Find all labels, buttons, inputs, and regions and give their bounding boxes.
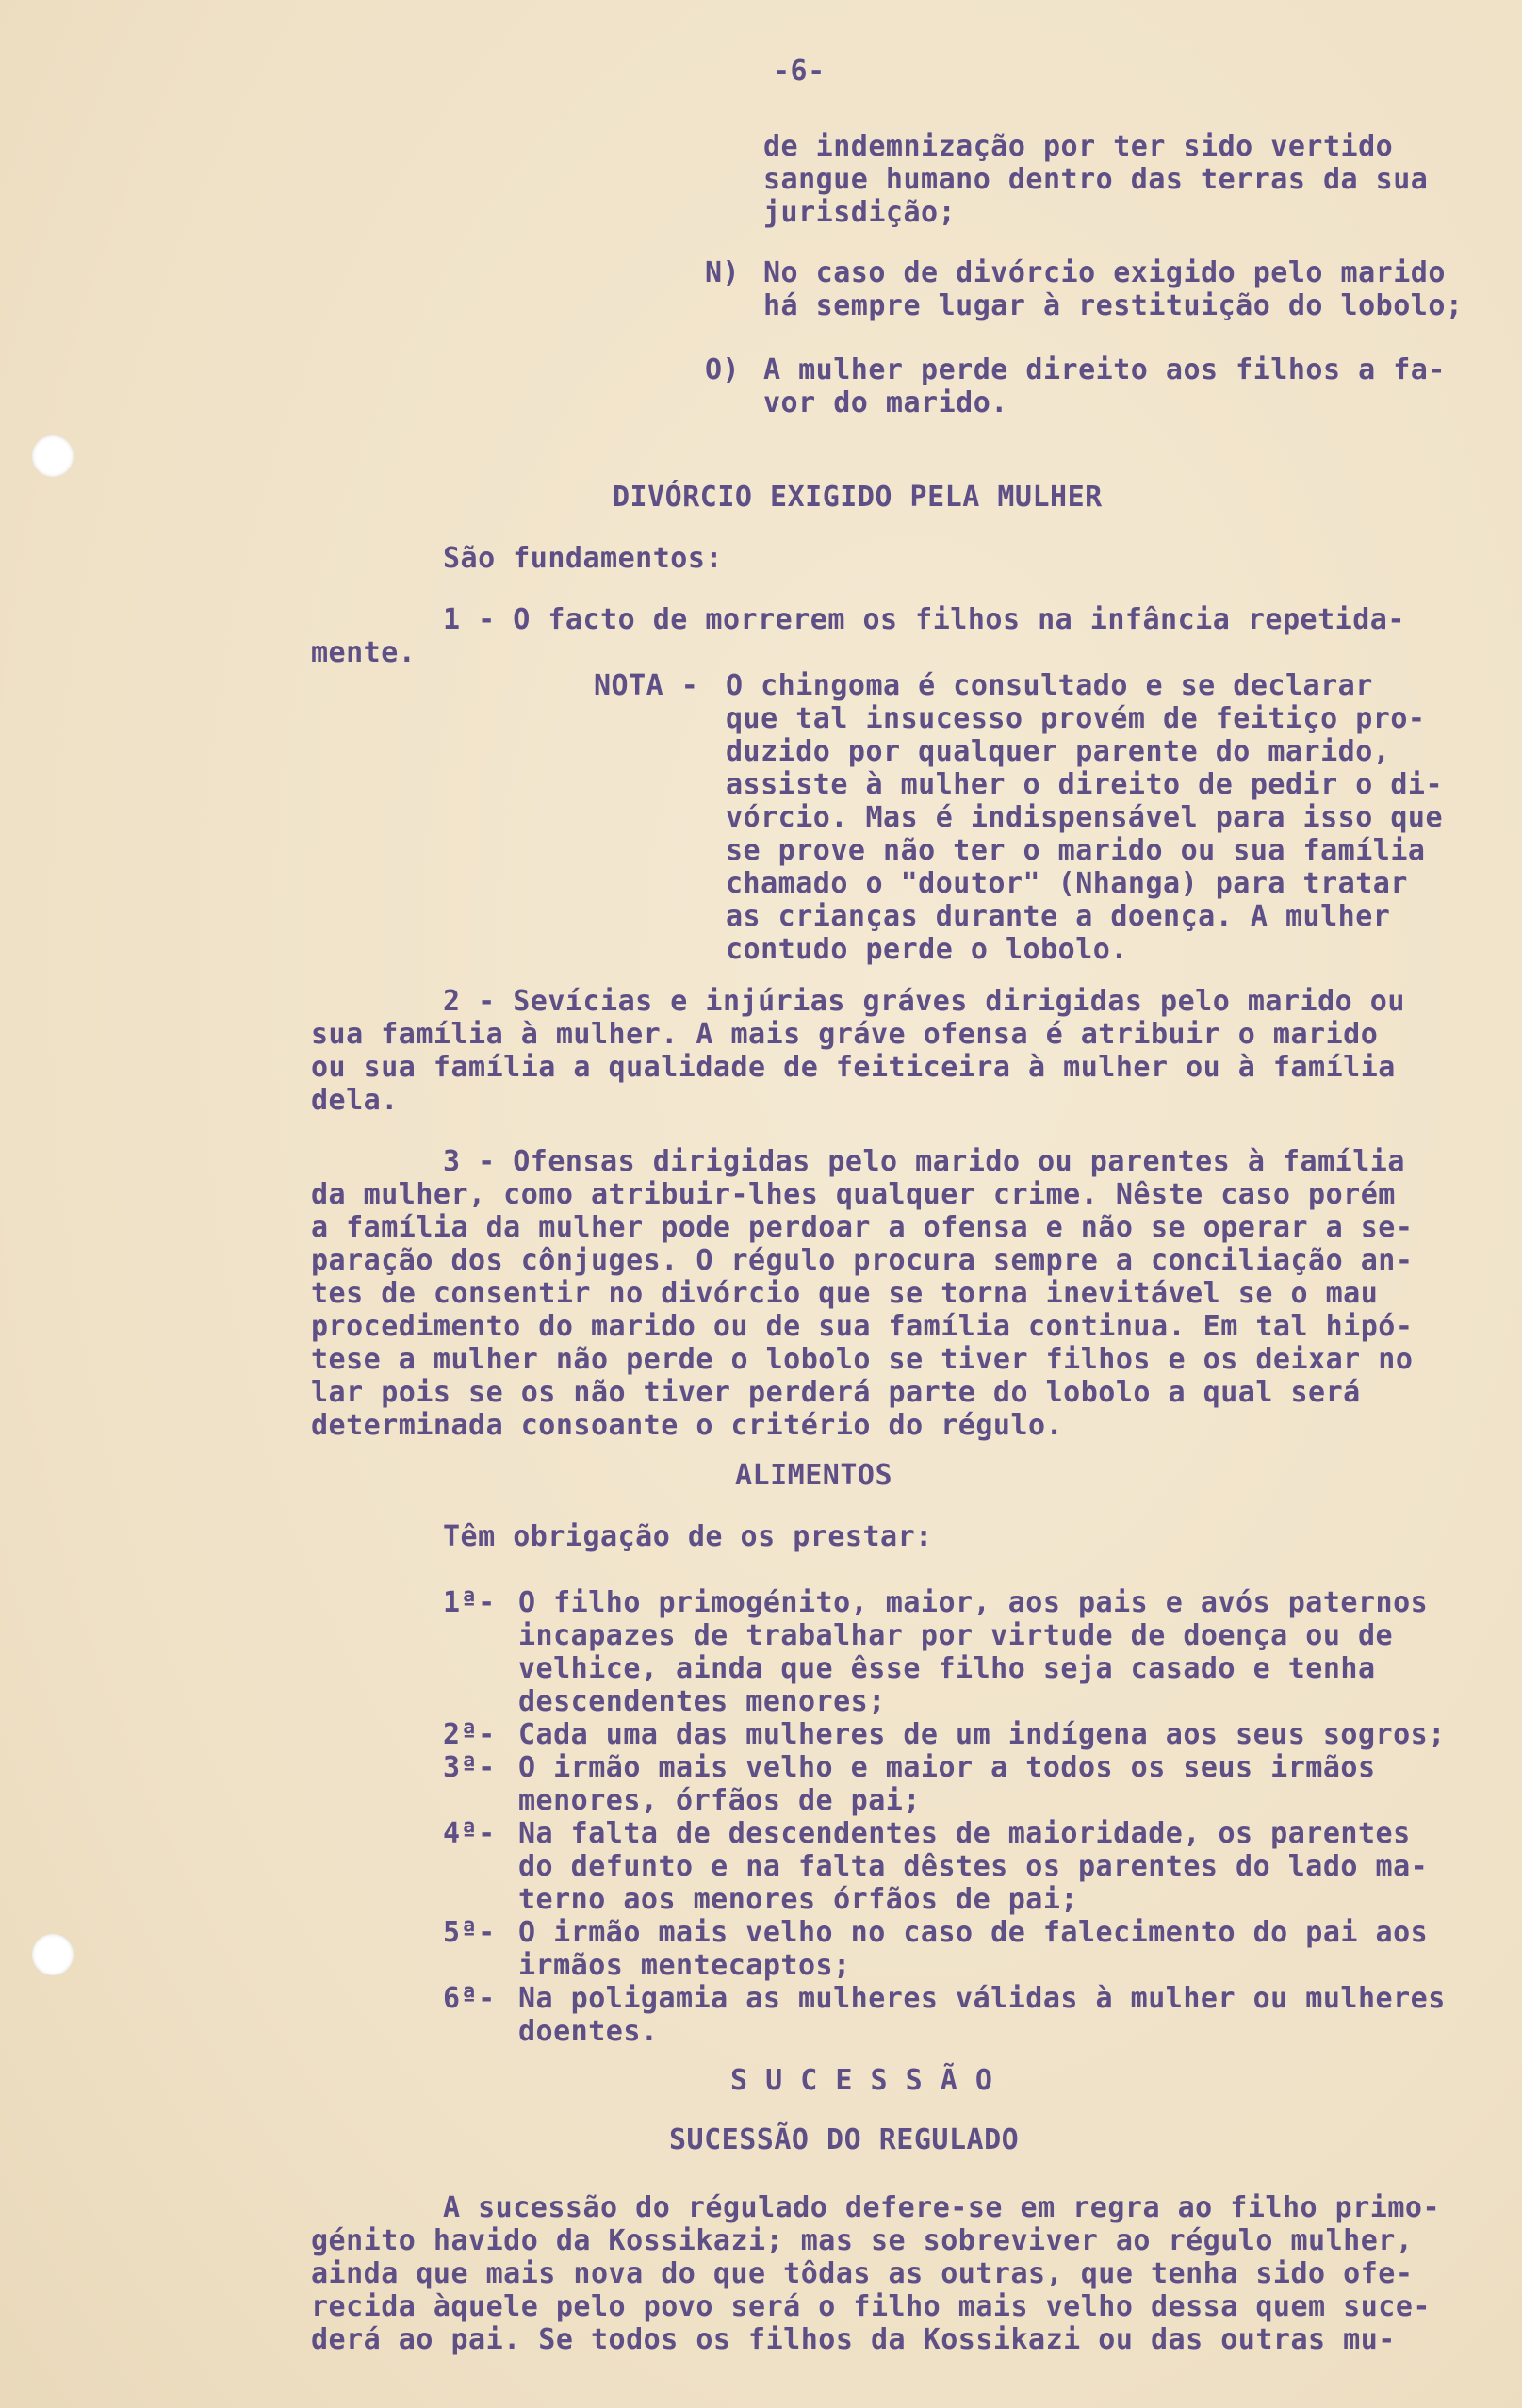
text-line: A sucessão do régulado defere-se em regra ao filho primo- xyxy=(443,2191,1441,2224)
text-line: No caso de divórcio exigido pelo marido xyxy=(763,256,1446,289)
text-line: A mulher perde direito aos filhos a fa- xyxy=(763,353,1446,386)
heading-regulado: SUCESSÃO DO REGULADO xyxy=(669,2123,1020,2156)
text-line: incapazes de trabalhar por virtude de doença ou de xyxy=(518,1619,1394,1652)
text-line: São fundamentos: xyxy=(443,542,723,575)
text-line: que tal insucesso provém de feitiço pro- xyxy=(726,702,1426,735)
text-line: lar pois se os não tiver perderá parte do lobolo a qual será xyxy=(311,1376,1361,1409)
text-line: jurisdição; xyxy=(763,196,957,229)
item-number: 4ª- xyxy=(443,1817,496,1850)
text-line: a família da mulher pode perdoar a ofensa e não se operar a se- xyxy=(311,1211,1414,1244)
item-number: 5ª- xyxy=(443,1916,496,1949)
text-line: paração dos cônjuges. O régulo procura sempre a conciliação an- xyxy=(311,1244,1414,1277)
heading-sucessao: S U C E S S Ã O xyxy=(730,2064,993,2097)
text-line: vor do marido. xyxy=(763,386,1008,419)
text-line: chamado o "doutor" (Nhanga) para tratar xyxy=(726,867,1408,900)
text-line: Na poligamia as mulheres válidas à mulher ou mulheres xyxy=(518,1982,1446,2015)
text-line: descendentes menores; xyxy=(518,1685,886,1718)
text-line: se prove não ter o marido ou sua família xyxy=(726,834,1426,867)
item-number: 1ª- xyxy=(443,1586,496,1619)
text-line: dela. xyxy=(311,1084,399,1117)
text-line: Na falta de descendentes de maioridade, os parentes xyxy=(518,1817,1411,1850)
text-line: tese a mulher não perde o lobolo se tiver filhos e os deixar no xyxy=(311,1343,1414,1376)
page-number: -6- xyxy=(773,55,826,88)
text-line: Cada uma das mulheres de um indígena aos seus sogros; xyxy=(518,1718,1446,1751)
text-line: recida àquele pelo povo será o filho mais velho dessa quem suce- xyxy=(311,2290,1431,2323)
text-line: velhice, ainda que êsse filho seja casado e tenha xyxy=(518,1652,1376,1685)
nota-label: NOTA - xyxy=(594,669,699,702)
text-line: O filho primogénito, maior, aos pais e avós paternos xyxy=(518,1586,1429,1619)
punch-hole-top xyxy=(32,435,74,477)
text-line: duzido por qualquer parente do marido, xyxy=(726,735,1391,768)
text-line: menores, órfãos de pai; xyxy=(518,1784,921,1817)
text-line: tes de consentir no divórcio que se torna inevitável se o mau xyxy=(311,1277,1379,1310)
item-marker-o: O) xyxy=(705,353,741,386)
text-line: terno aos menores órfãos de pai; xyxy=(518,1883,1078,1916)
text-line: mente. xyxy=(311,636,417,669)
text-line: de indemnização por ter sido vertido xyxy=(763,130,1394,163)
heading-divorcio: DIVÓRCIO EXIGIDO PELA MULHER xyxy=(613,481,1103,514)
text-line: assiste à mulher o direito de pedir o di- xyxy=(726,768,1444,801)
text-line: O chingoma é consultado e se declarar xyxy=(726,669,1373,702)
text-line: procedimento do marido ou de sua família continua. Em tal hipó- xyxy=(311,1310,1414,1343)
item-number: 2ª- xyxy=(443,1718,496,1751)
text-line: irmãos mentecaptos; xyxy=(518,1949,851,1982)
text-line: 2 - Sevícias e injúrias gráves dirigidas pelo marido ou xyxy=(443,985,1405,1018)
text-line: Têm obrigação de os prestar: xyxy=(443,1520,933,1553)
text-line: há sempre lugar à restituição do lobolo; xyxy=(763,289,1464,322)
text-line: sua família à mulher. A mais gráve ofensa é atribuir o marido xyxy=(311,1018,1379,1051)
text-line: ou sua família a qualidade de feiticeira à mulher ou à família xyxy=(311,1051,1396,1084)
item-marker-n: N) xyxy=(705,256,741,289)
text-line: O irmão mais velho e maior a todos os seus irmãos xyxy=(518,1751,1376,1784)
text-line: O irmão mais velho no caso de falecimento do pai aos xyxy=(518,1916,1429,1949)
text-line: doentes. xyxy=(518,2015,659,2048)
text-line: determinada consoante o critério do régulo. xyxy=(311,1409,1064,1442)
text-line: sangue humano dentro das terras da sua xyxy=(763,163,1429,196)
heading-alimentos: ALIMENTOS xyxy=(735,1459,893,1492)
item-number: 3ª- xyxy=(443,1751,496,1784)
text-line: 3 - Ofensas dirigidas pelo marido ou parentes à família xyxy=(443,1145,1405,1178)
text-line: ainda que mais nova do que tôdas as outras, que tenha sido ofe- xyxy=(311,2257,1414,2290)
text-line: do defunto e na falta dêstes os parentes do lado ma- xyxy=(518,1850,1429,1883)
text-line: as crianças durante a doença. A mulher xyxy=(726,900,1391,933)
text-line: contudo perde o lobolo. xyxy=(726,933,1128,966)
text-line: derá ao pai. Se todos os filhos da Kossikazi ou das outras mu- xyxy=(311,2323,1396,2356)
text-line: da mulher, como atribuir-lhes qualquer crime. Nêste caso porém xyxy=(311,1178,1396,1211)
text-line: génito havido da Kossikazi; mas se sobreviver ao régulo mulher, xyxy=(311,2224,1414,2257)
text-line: 1 - O facto de morrerem os filhos na infância repetida- xyxy=(443,603,1405,636)
item-number: 6ª- xyxy=(443,1982,496,2015)
punch-hole-bottom xyxy=(32,1934,74,1975)
text-line: vórcio. Mas é indispensável para isso que xyxy=(726,801,1444,834)
